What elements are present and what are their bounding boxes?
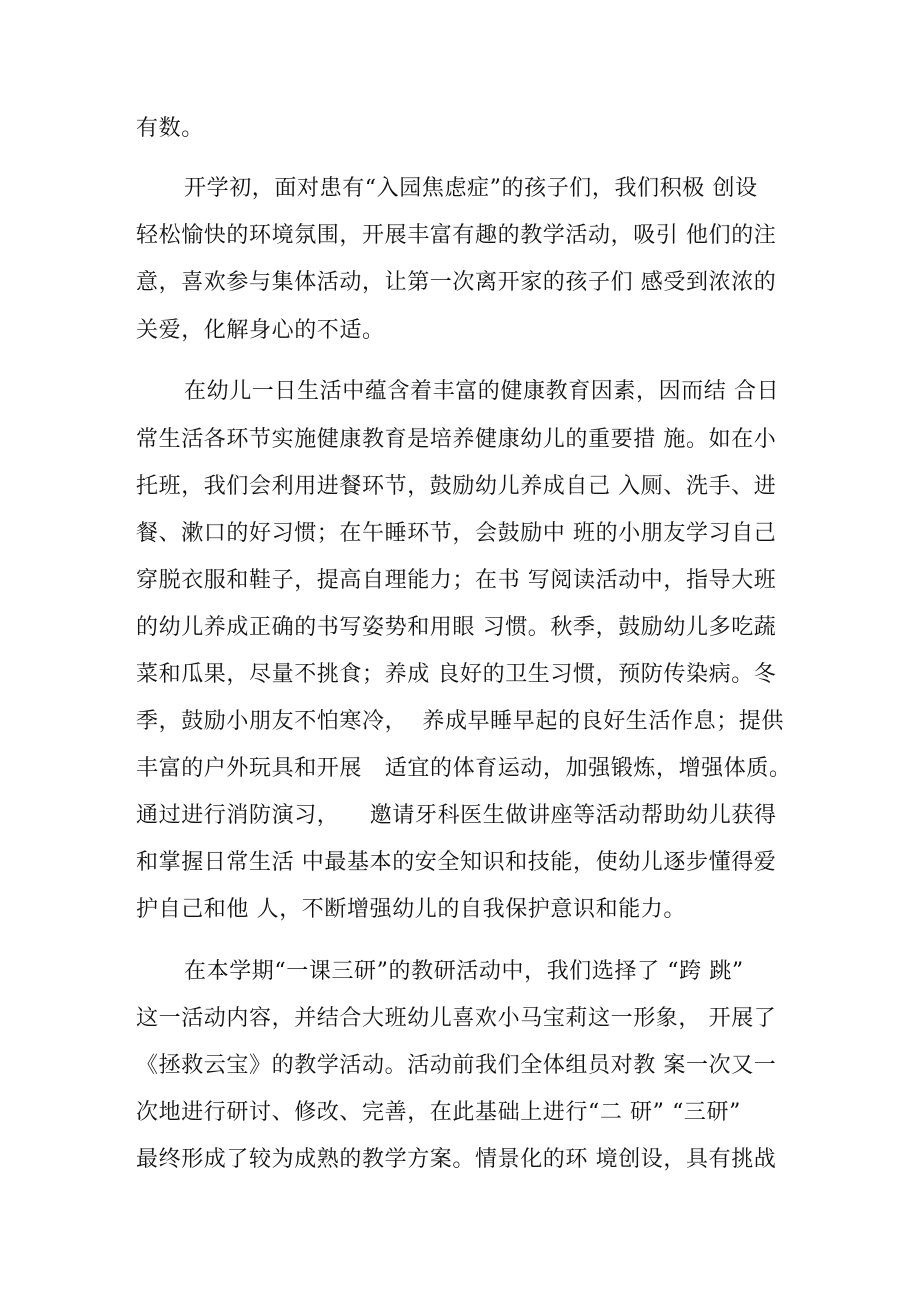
text-line: 《拯救云宝》的教学活动。活动前我们全体组员对教 案一次又一 — [136, 1053, 777, 1078]
text-line: 通过进行消防演习， 邀请牙科医生做讲座等活动帮助幼儿获得 — [136, 803, 777, 828]
text-line: 次地进行研讨、修改、完善，在此基础上进行“二 研” “三研” — [136, 1100, 741, 1125]
text-line: 开学初，面对患有“入园焦虑症”的孩子们，我们积极 创设 — [184, 176, 758, 201]
text-line: 和掌握日常生活 中最基本的安全知识和技能，使幼儿逐步懂得爱 — [136, 850, 777, 875]
text-line: 季，鼓励小朋友不怕寒冷， 养成早睡早起的良好生活作息；提供 — [136, 709, 784, 734]
text-line: 餐、漱口的好习惯；在午睡环节，会鼓励中 班的小朋友学习自己 — [136, 521, 777, 546]
text-line: 在幼儿一日生活中蕴含着丰富的健康教育因素，因而结 合日 — [184, 379, 780, 404]
text-line: 关爱，化解身心的不适。 — [136, 318, 385, 343]
text-line: 轻松愉快的环境氛围，开展丰富有趣的教学活动，吸引 他们的注 — [136, 223, 777, 248]
text-line: 有数。 — [136, 116, 204, 141]
text-line: 穿脱衣服和鞋子，提高自理能力；在书 写阅读活动中，指导大班 — [136, 568, 777, 593]
text-line: 的幼儿养成正确的书写姿势和用眼 习惯。秋季，鼓励幼儿多吃蔬 — [136, 615, 777, 640]
text-line: 丰富的户外玩具和开展 适宜的体育运动，加强锻炼，增强体质。 — [136, 756, 792, 781]
text-line: 最终形成了较为成熟的教学方案。情景化的环 境创设，具有挑战 — [136, 1147, 777, 1172]
text-line: 这一活动内容，并结合大班幼儿喜欢小马宝莉这一形象， 开展了 — [136, 1006, 777, 1031]
text-line: 意，喜欢参与集体活动，让第一次离开家的孩子们 感受到浓浓的 — [136, 270, 777, 295]
text-line: 常生活各环节实施健康教育是培养健康幼儿的重要措 施。如在小 — [136, 427, 777, 452]
text-line: 菜和瓜果，尽量不挑食；养成 良好的卫生习惯，预防传染病。冬 — [136, 662, 777, 687]
text-line: 托班，我们会利用进餐环节，鼓励幼儿养成自己 入厕、洗手、进 — [136, 474, 777, 499]
text-line: 护自己和他 人，不断增强幼儿的自我保护意识和能力。 — [136, 897, 686, 922]
text-line: 在本学期“一课三研”的教研活动中，我们选择了 “跨 跳” — [184, 959, 744, 984]
